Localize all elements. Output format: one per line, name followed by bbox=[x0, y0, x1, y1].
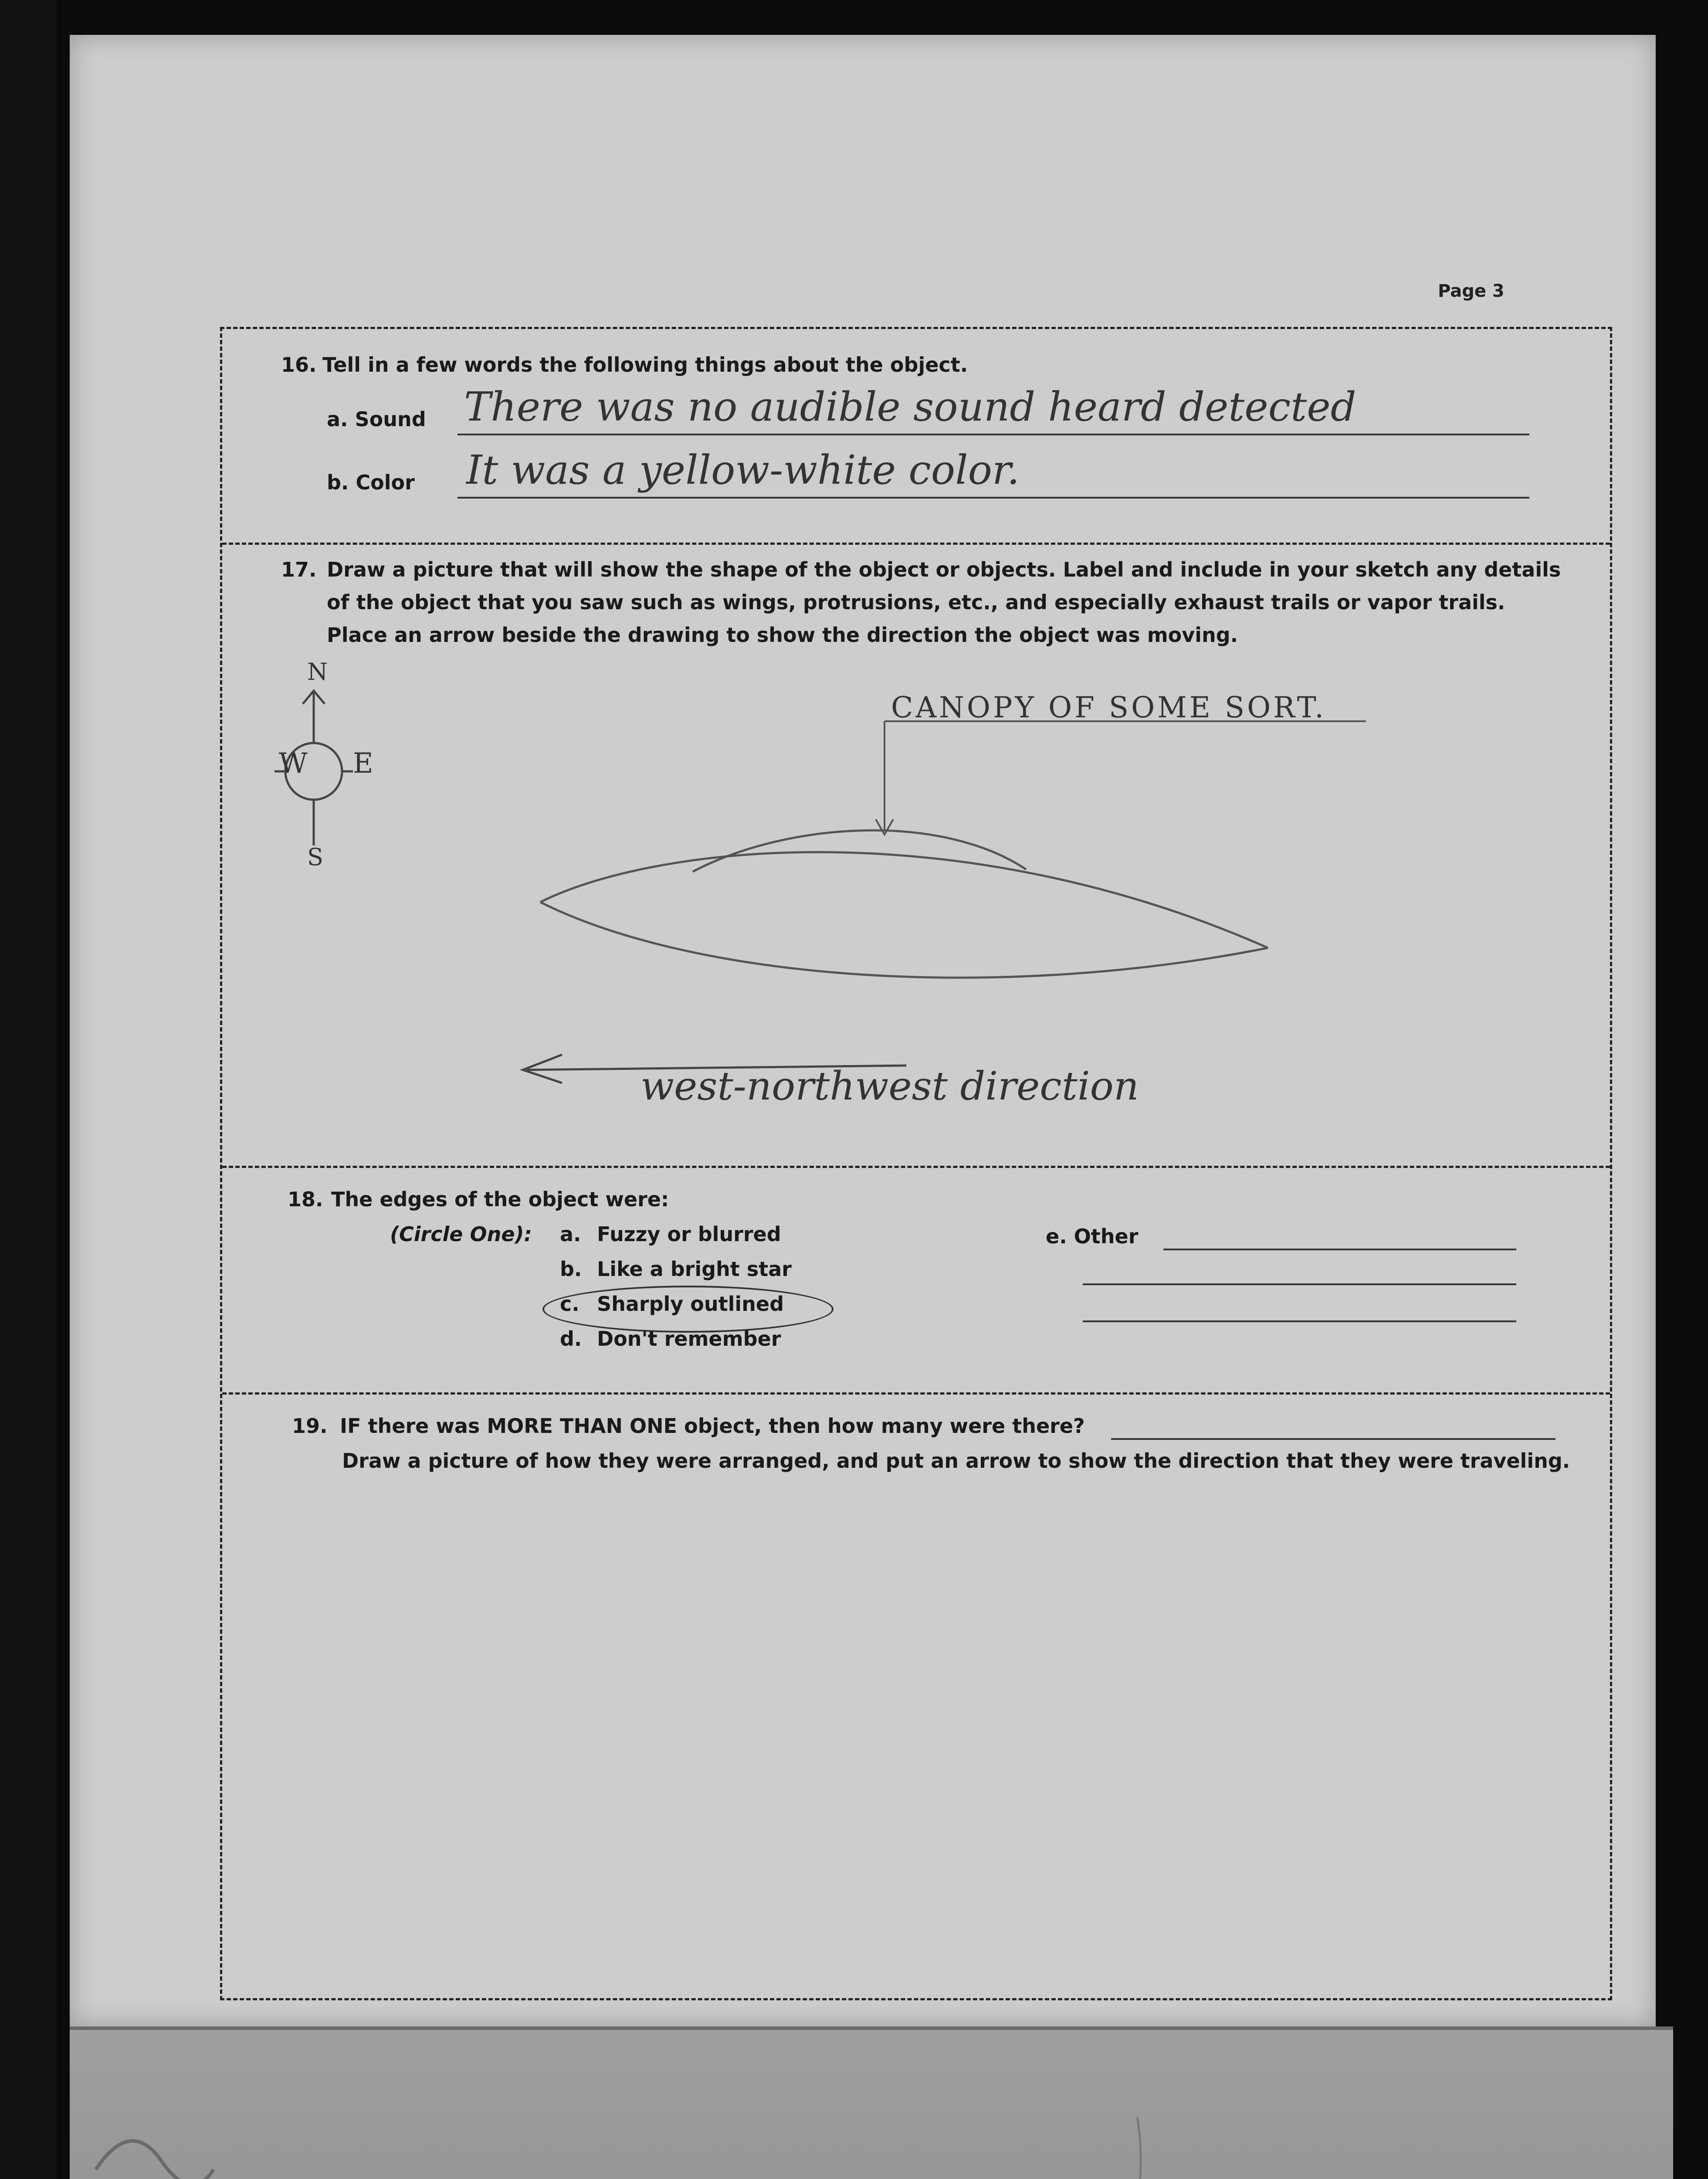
q16-sound-answer: There was no audible sound heard detected bbox=[464, 384, 1356, 430]
q18-option-a-text: Fuzzy or blurred bbox=[597, 1222, 781, 1246]
page-number: Page 3 bbox=[1438, 281, 1505, 301]
q16-sound-label: a. Sound bbox=[327, 407, 426, 431]
q17-line2: of the object that you saw such as wings, protrusions, etc., and especially exhaust trails or vapor trails. bbox=[327, 591, 1505, 614]
q18-other-line-1 bbox=[1163, 1249, 1516, 1250]
canopy-leader bbox=[876, 721, 1366, 835]
film-edge-left bbox=[0, 0, 57, 2179]
form-page bbox=[70, 35, 1656, 2026]
q16-color-label: b. Color bbox=[327, 471, 415, 494]
q17-line3: Place an arrow beside the drawing to show the direction the object was moving. bbox=[327, 623, 1238, 647]
q18-option-a-letter: a. bbox=[560, 1222, 581, 1246]
q16-prompt: Tell in a few words the following things about the object. bbox=[322, 353, 968, 377]
q18-other-label: e. Other bbox=[1046, 1225, 1139, 1248]
compass-e: E bbox=[353, 747, 373, 780]
divider-17-18 bbox=[222, 1166, 1610, 1168]
q18-option-b-text: Like a bright star bbox=[597, 1257, 792, 1281]
compass-n: N bbox=[307, 658, 328, 686]
canopy-label: CANOPY OF SOME SORT. bbox=[891, 691, 1327, 724]
compass-w: W bbox=[279, 747, 308, 780]
q18-circle-one: (Circle One): bbox=[390, 1222, 532, 1246]
q16-color-answer: It was a yellow-white color. bbox=[466, 447, 1020, 493]
q19-line1: IF there was MORE THAN ONE object, then how many were there? bbox=[340, 1414, 1085, 1438]
q18-option-c-letter: c. bbox=[560, 1292, 580, 1316]
q18-prompt: The edges of the object were: bbox=[331, 1188, 669, 1211]
q18-number: 18. bbox=[288, 1188, 323, 1211]
q18-option-b-letter: b. bbox=[560, 1257, 582, 1281]
q18-other-line-2 bbox=[1083, 1283, 1516, 1285]
q18-option-d-letter: d. bbox=[560, 1327, 582, 1351]
underlying-card bbox=[70, 2026, 1673, 2179]
direction-label: west-northwest direction bbox=[640, 1063, 1139, 1109]
q17-number: 17. bbox=[281, 558, 317, 581]
q19-count-line bbox=[1111, 1438, 1556, 1440]
q19-number: 19. bbox=[292, 1414, 328, 1438]
q18-other-line-3 bbox=[1083, 1320, 1516, 1322]
saucer-drawing bbox=[540, 830, 1268, 977]
divider-18-19 bbox=[222, 1392, 1610, 1395]
q16-number: 16. bbox=[281, 353, 317, 377]
q17-line1: Draw a picture that will show the shape of the object or objects. Label and include in your sketch any details bbox=[327, 558, 1561, 581]
q18-option-c-text: Sharply outlined bbox=[597, 1292, 784, 1316]
smudge-marks bbox=[70, 2030, 1673, 2179]
form-frame bbox=[220, 327, 1612, 2000]
q19-line2: Draw a picture of how they were arranged, and put an arrow to show the direction that they were traveling. bbox=[342, 1449, 1570, 1473]
q18-option-d-text: Don't remember bbox=[597, 1327, 781, 1351]
compass-s: S bbox=[307, 843, 323, 871]
